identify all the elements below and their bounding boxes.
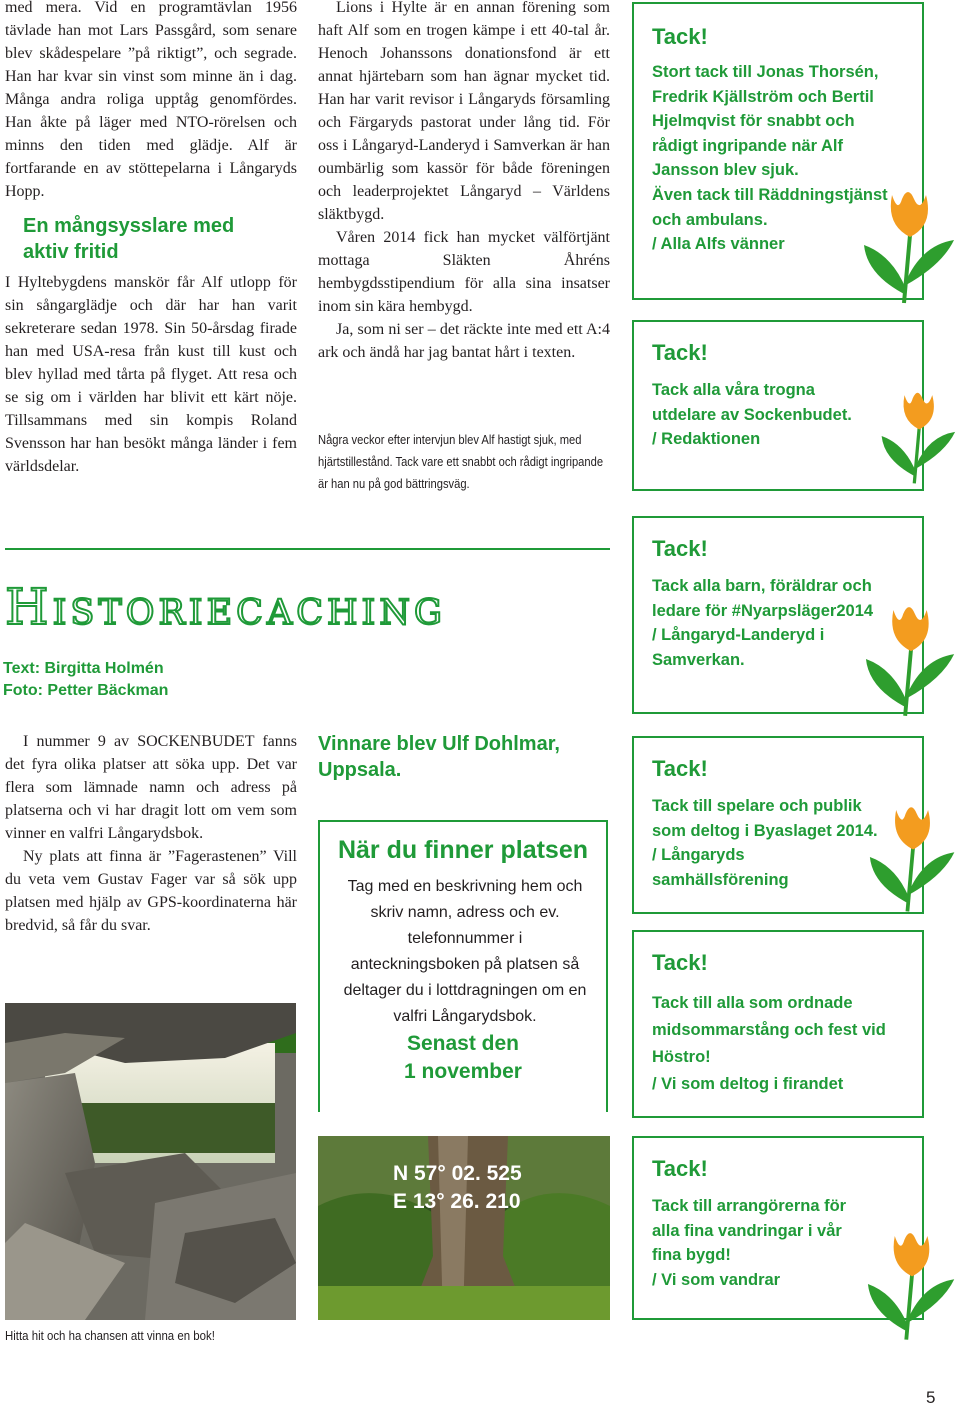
deadline-line: Senast den	[406, 1032, 520, 1055]
page-number: 5	[926, 1388, 936, 1407]
thanks-line: / Redaktionen	[652, 430, 761, 449]
photo-illustration	[5, 1003, 296, 1320]
tree-photo	[318, 1136, 610, 1320]
thanks-line: alla fina vandringar i vår	[652, 1221, 842, 1240]
byline	[3, 658, 168, 702]
deadline	[320, 1030, 606, 1086]
middle-column-article	[318, 0, 610, 364]
thanks-line: / Vi som deltog i firandet	[652, 1075, 844, 1093]
thanks-line: / Långaryds	[652, 846, 745, 865]
thanks-line: Jansson blev sjuk.	[652, 161, 799, 180]
gps-coordinates	[393, 1160, 522, 1216]
thanks-line: Tack till alla som ordnade	[652, 994, 853, 1012]
latitude: N 57° 02. 525	[393, 1162, 522, 1185]
tulip-icon	[868, 800, 960, 914]
historiecaching-article	[5, 730, 297, 937]
deadline-date: 1 november	[404, 1060, 522, 1083]
info-box-heading: När du finner platsen	[337, 836, 589, 864]
fagerastenen-photo	[5, 1003, 296, 1320]
thanks-line: Tack till arrangörerna för	[652, 1197, 847, 1215]
thanks-line: fina bygd!	[652, 1246, 731, 1265]
thanks-line: ledare för #Nyarpsläger2014	[652, 601, 874, 620]
thanks-title: Tack!	[652, 340, 708, 365]
thanks-line: Samverkan.	[652, 650, 745, 669]
thanks-line: Även tack till Räddningstjänst	[652, 185, 888, 204]
thanks-line: Tack alla barn, föräldrar och	[652, 577, 872, 595]
section-divider	[5, 548, 610, 550]
article-paragraph: med mera. Vid en programtävlan 1956 tävlade han mot Lars Passgård, som senare blev skådespelare ”på riktigt”, och segrade. Han har kvar sin vinst som minne än i dag. Många andra roliga upptåg genomfördes. Han åkte på läger med NTO-rörelsen och minns den tiden med glädje. Alf är fortfarande en av stöttepelarna i Långaryds Hopp.	[5, 0, 297, 200]
thanks-line: / Långaryd-Landeryd i	[652, 626, 825, 645]
thanks-line: samhällsförening	[652, 870, 789, 889]
info-box-body: Tag med en beskrivning hem och skriv namn, adress och ev. telefonnummer i anteckningsboken på platsen så deltager du i lottdragningen om en valfri Långarydsbok.	[343, 878, 587, 1025]
article-paragraph: I Hyltebygdens manskör får Alf utlopp för sin sångarglädje och där har han varit sekreterare sedan 1978. Sin 50-årsdag firade han med USA-resa från kust till kust och blev hyllad med tårta på flyget. Att resa och se sig om i världen har blivit ett kärt nöje. Tillsammans med sin kompis Roland Svensson har han besökt många länder i fem världsdelar.	[5, 274, 297, 475]
thanks-box	[632, 930, 924, 1118]
article-paragraph: Våren 2014 fick han mycket välförtjänt mottaga Släkten Åhréns hembygdsstipendium för alla sina insatser inom sin kära hembygd.	[318, 229, 610, 315]
thanks-line: utdelare av Sockenbudet.	[652, 405, 852, 424]
tulip-icon	[866, 1226, 960, 1342]
photo-caption: Hitta hit och ha chansen att vinna en bok!	[5, 1328, 215, 1343]
article-paragraph: Ny plats att finna är ”Fagerastenen” Vill du veta vem Gustav Fager var så sök upp platsen med hjälp av GPS-koordinaterna här bredvid, så får du svar.	[5, 848, 297, 934]
article-note: Några veckor efter intervjun blev Alf hastigt sjuk, med hjärtstillestånd. Tack vare ett snabbt och rådigt ingripande är han nu på god bättringsväg.	[318, 432, 604, 491]
thanks-title: Tack!	[652, 536, 708, 561]
thanks-line: Hjelmqvist för snabbt och	[652, 112, 855, 131]
thanks-line: Tack till spelare och publik	[652, 797, 862, 815]
thanks-line: och ambulans.	[652, 210, 768, 229]
left-column-article	[5, 0, 297, 478]
article-paragraph: Lions i Hylte är en annan förening som haft Alf som en trogen kämpe i ett 40-tal år. Henoch Johanssons donationsfond är ett annat hjärtebarn som han ägnar mycket tid. Han har varit revisor i Långaryds församling och Färgaryds pastorat under lång tid. För oss i Långaryd-Landeryd i Samverkan är han oumbärlig som kassör för både föreningen och leaderprojektet Långaryd – Världens släktbygd.	[318, 0, 610, 223]
thanks-line: rådigt ingripande när Alf	[652, 136, 843, 155]
thanks-text	[652, 378, 852, 452]
thanks-text	[652, 794, 878, 892]
winner-announcement: Vinnare blev Ulf Dohlmar, Uppsala.	[318, 733, 560, 781]
thanks-line: Höstro!	[652, 1048, 711, 1066]
tulip-icon	[864, 600, 960, 718]
section-title: Historiecaching	[5, 578, 446, 636]
thanks-line: Stort tack till Jonas Thorsén,	[652, 63, 879, 81]
thanks-text	[652, 60, 888, 257]
thanks-line: som deltog i Byaslaget 2014.	[652, 821, 878, 840]
section-heading: En mångsysslare med aktiv fritid	[23, 215, 235, 263]
thanks-text	[652, 1194, 846, 1292]
thanks-text	[652, 990, 886, 1098]
tulip-icon	[880, 386, 960, 486]
thanks-title: Tack!	[652, 24, 708, 49]
thanks-line: Fredrik Kjällström och Bertil	[652, 87, 874, 106]
info-box	[318, 820, 608, 1112]
thanks-line: midsommarstång och fest vid	[652, 1021, 886, 1039]
thanks-text	[652, 574, 873, 672]
article-paragraph: Ja, som ni ser – det räckte inte med ett A:4 ark och ändå har jag bantat hårt i texten.	[318, 321, 610, 361]
thanks-line: Tack alla våra trogna	[652, 381, 815, 399]
thanks-title: Tack!	[652, 950, 708, 975]
thanks-title: Tack!	[652, 756, 708, 781]
byline-text: Text: Birgitta Holmén	[3, 660, 164, 677]
thanks-title: Tack!	[652, 1156, 708, 1181]
byline-photo: Foto: Petter Bäckman	[3, 682, 169, 699]
thanks-line: / Vi som vandrar	[652, 1270, 781, 1289]
thanks-line: / Alla Alfs vänner	[652, 235, 785, 254]
longitude: E 13° 26. 210	[393, 1190, 521, 1213]
article-paragraph: I nummer 9 av SOCKENBUDET fanns det fyra olika platser att söka upp. Det var flera som lämnade namn och adress på platserna och vi har dragit lott om vem som vinner en valfri Långarydsbok.	[5, 733, 297, 842]
tulip-icon	[862, 185, 960, 305]
